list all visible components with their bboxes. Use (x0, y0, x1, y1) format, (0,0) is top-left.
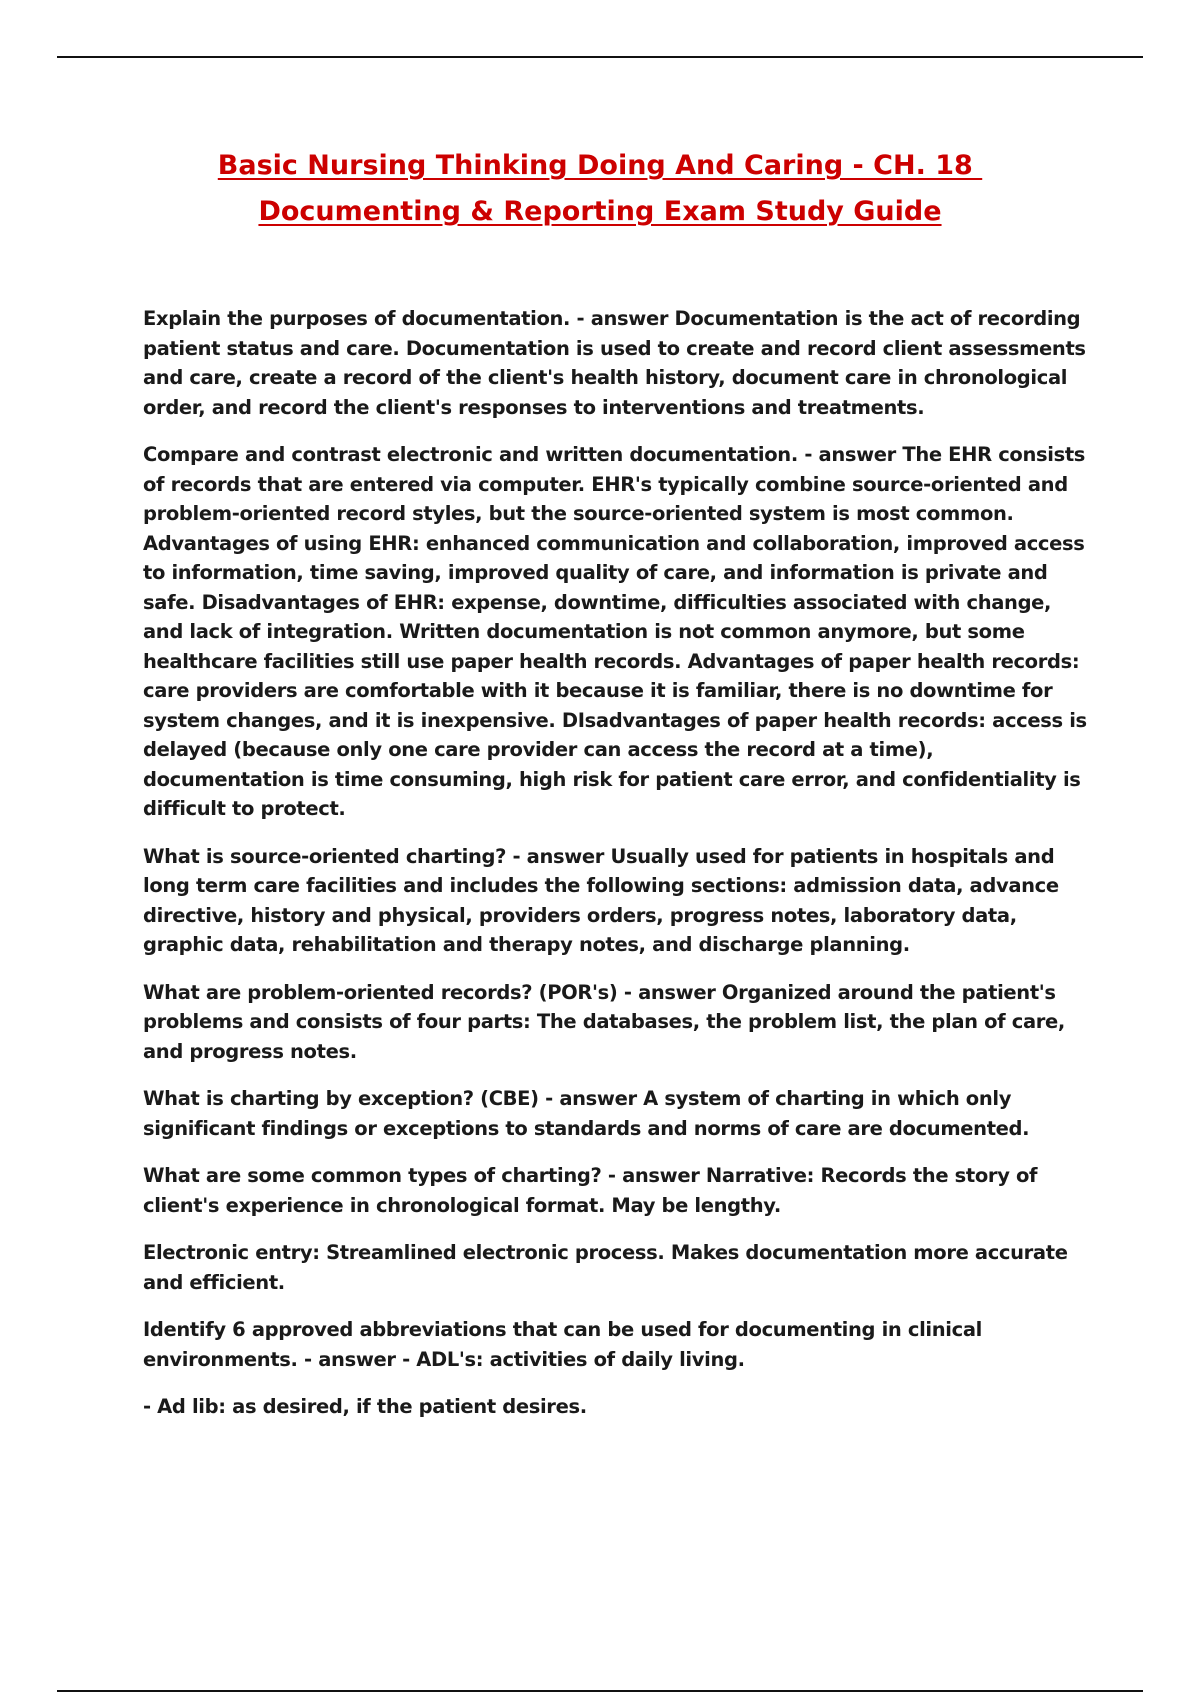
title-line-2: Documenting & Reporting Exam Study Guide (258, 196, 942, 227)
paragraph-source-oriented-charting: What is source-oriented charting? - answer Usually used for patients in hospitals and long term care facilities and includes the following sections: admission data, advance directive, history and physical, providers orders, progress notes, laboratory data, graphic data, rehabilitation and therapy notes, and discharge planning. (143, 844, 1059, 956)
document-body (143, 304, 1093, 1440)
paragraph-ad-lib: - Ad lib: as desired, if the patient desires. (143, 1395, 587, 1418)
document-title (100, 143, 1100, 235)
title-line-1: Basic Nursing Thinking Doing And Caring - CH. 18 (217, 150, 983, 181)
paragraph-types-of-charting: What are some common types of charting? - answer Narrative: Records the story of client's experience in chronological format. May be lengthy. (143, 1164, 1038, 1217)
bottom-rule (57, 1690, 1143, 1692)
paragraph-problem-oriented-records: What are problem-oriented records? (POR's) - answer Organized around the patient's problems and consists of four parts: The databases, the problem list, the plan of care, and progress notes. (143, 980, 1065, 1063)
paragraph-electronic-vs-written: Compare and contrast electronic and written documentation. - answer The EHR consists of records that are entered via computer. EHR's typically combine source-oriented and problem-oriented record styles, but the source-oriented system is most common. Advantages of using EHR: enhanced communication and collaboration, improved access to information, time saving, improved quality of care, and information is private and safe. Disadvantages of EHR: expense, downtime, difficulties associated with change, and lack of integration. Written documentation is not common anymore, but some healthcare facilities still use paper health records. Advantages of paper health records: care providers are comfortable with it because it is familiar, there is no downtime for system changes, and it is inexpensive. DIsadvantages of paper health records: access is delayed (because only one care provider can access the record at a time), documentation is time consuming, high risk for patient care error, and confidentiality is difficult to protect. (143, 443, 1087, 820)
paragraph-purposes-of-documentation: Explain the purposes of documentation. - answer Documentation is the act of recording patient status and care. Documentation is used to create and record client assessments and care, create a record of the client's health history, document care in chronological order, and record the client's responses to interventions and treatments. (143, 307, 1086, 419)
paragraph-charting-by-exception: What is charting by exception? (CBE) - answer A system of charting in which only significant findings or exceptions to standards and norms of care are documented. (143, 1087, 1030, 1140)
paragraph-approved-abbreviations: Identify 6 approved abbreviations that can be used for documenting in clinical environments. - answer - ADL's: activities of daily living. (143, 1318, 982, 1371)
top-rule (57, 56, 1143, 58)
paragraph-electronic-entry: Electronic entry: Streamlined electronic process. Makes documentation more accurate and efficient. (143, 1241, 1068, 1294)
